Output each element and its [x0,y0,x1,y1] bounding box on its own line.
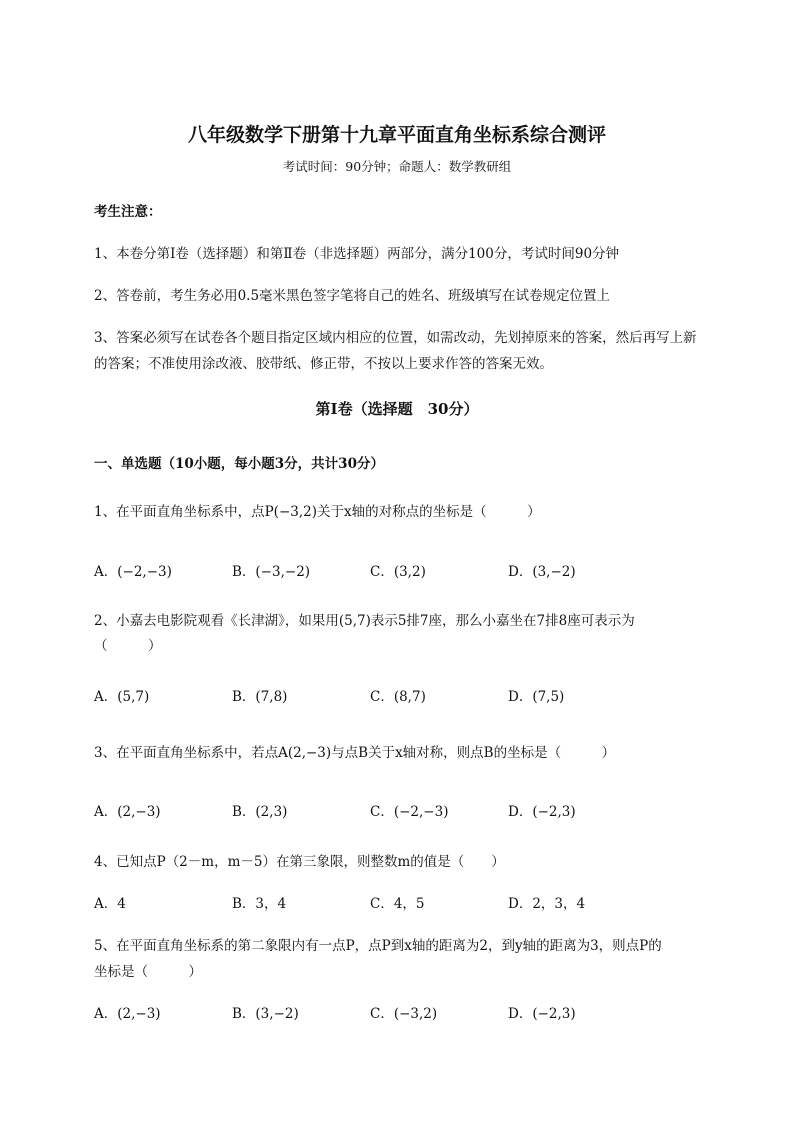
exam-subtitle: 考试时间：90分钟；命题人：数学教研组 [282,159,512,174]
question-4-option-d[interactable]: D．2，3，4 [508,896,586,912]
question-3-option-a[interactable]: A．(2,−3) [94,804,161,820]
note-item-2: 2、答卷前，考生务必用0.5毫米黑色签字笔将自己的姓名、班级填写在试卷规定位置上 [94,288,611,304]
question-3-option-d[interactable]: D．(−2,3) [508,804,576,820]
question-2-option-b[interactable]: B．(7,8) [232,689,288,705]
question-4-option-a[interactable]: A．4 [94,896,126,912]
question-1-stem: 1、在平面直角坐标系中，点P(−3,2)关于x轴的对称点的坐标是（ ） [94,504,541,520]
exam-title: 八年级数学下册第十九章平面直角坐标系综合测评 [187,124,606,146]
question-5-option-c[interactable]: C．(−3,2) [370,1006,438,1022]
notes-heading: 考生注意： [94,204,162,220]
question-2-stem: 2、小嘉去电影院观看《长津湖》，如果用(5,7)表示5排7座，那么小嘉坐在7排8座可表示为 [94,613,635,629]
question-4-stem: 4、已知点P（2－m，m－5）在第三象限，则整数m的值是（ ） [94,854,505,870]
question-4-option-b[interactable]: B．3，4 [232,896,287,912]
question-5-stem: 5、在平面直角坐标系的第二象限内有一点P，点P到x轴的距离为2，到y轴的距离为3，则点P的 [94,938,662,954]
note-item-3-continued: 的答案；不准使用涂改液、胶带纸、修正带，不按以上要求作答的答案无效。 [94,356,553,372]
question-1-option-c[interactable]: C．(3,2) [370,564,426,580]
note-item-3: 3、答案必须写在试卷各个题目指定区域内相应的位置，如需改动，先划掉原来的答案，然后再写上新 [94,330,697,346]
part-title: 一、单选题（10小题，每小题3分，共计30分） [94,456,384,472]
question-4-option-c[interactable]: C．4，5 [370,896,425,912]
question-3-stem: 3、在平面直角坐标系中，若点A(2,−3)与点B关于x轴对称，则点B的坐标是（ ） [94,745,616,761]
question-3-option-c[interactable]: C．(−2,−3) [370,804,449,820]
question-5-option-a[interactable]: A．(2,−3) [94,1006,161,1022]
question-1-option-b[interactable]: B．(−3,−2) [232,564,311,580]
question-5-stem-continued: 坐标是（ ） [94,964,202,980]
question-2-stem-continued: （ ） [94,638,162,654]
question-5-option-b[interactable]: B．(3,−2) [232,1006,299,1022]
question-2-option-a[interactable]: A．(5,7) [94,689,150,705]
question-1-option-d[interactable]: D．(3,−2) [508,564,576,580]
question-1-option-a[interactable]: A．(−2,−3) [94,564,172,580]
question-3-option-b[interactable]: B．(2,3) [232,804,288,820]
question-2-option-c[interactable]: C．(8,7) [370,689,426,705]
section-title: 第Ⅰ卷（选择题 30分） [315,400,479,418]
question-5-option-d[interactable]: D．(−2,3) [508,1006,576,1022]
question-2-option-d[interactable]: D．(7,5) [508,689,565,705]
note-item-1: 1、本卷分第Ⅰ卷（选择题）和第Ⅱ卷（非选择题）两部分，满分100分，考试时间90分钟 [94,246,620,262]
